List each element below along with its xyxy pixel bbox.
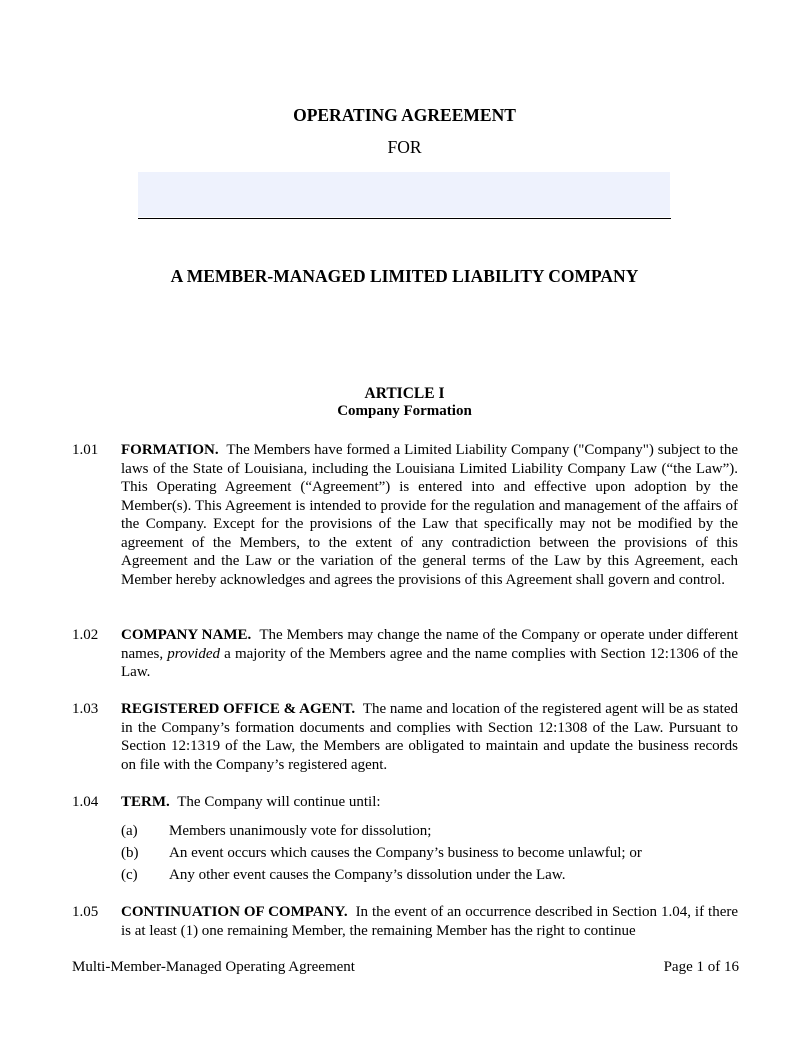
section-number: 1.01: [72, 442, 99, 458]
for-label: FOR: [387, 137, 422, 157]
list-item-text: Any other event causes the Company’s dissolution under the Law.: [169, 867, 566, 883]
list-item-label: (a): [121, 823, 138, 839]
section-1-04: [72, 793, 738, 812]
article-heading: ARTICLE I: [364, 385, 445, 402]
section-heading: CONTINUATION OF COMPANY.: [121, 904, 348, 920]
company-name-field[interactable]: [138, 172, 670, 217]
list-item-label: (b): [121, 845, 139, 861]
section-number: 1.02: [72, 627, 99, 643]
section-text: In the event of an occurrence described in Section 1.04, if there is at least (1) one remaining Member, the remaining Member has the right to continue: [121, 904, 738, 939]
list-item-label: (c): [121, 867, 138, 883]
section-body: [121, 793, 738, 812]
section-1-02: [72, 626, 738, 682]
section-1-01: [72, 441, 738, 589]
section-1-03: [72, 700, 738, 774]
section-1-05: [72, 903, 738, 940]
section-number: 1.05: [72, 904, 99, 920]
section-text: The Members have formed a Limited Liability Company ("Company") subject to the laws of the State of Louisiana, including the Louisiana Limited Liability Company Law (“the Law”). This Operating Agreement (“Agreement”) is entered into and effective upon adoption by the Member(s). This Agreement is intended to provide for the regulation and management of the affairs of the Company. Except for the provisions of the Law that specifically may not be modified by the agreement of the Members, to the extent of any contradiction between the provisions of this Agreement and the Law or the variation of the general terms of the Law by this Agreement, each Member hereby acknowledges and agrees the provisions of this Agreement shall govern and control.: [121, 442, 738, 588]
section-body: [121, 441, 738, 589]
section-text: The name and location of the registered agent will be as stated in the Company’s formation documents and complies with Section 12:1308 of the Law. Pursuant to Section 12:1319 of the Law, the Members are obligated to maintain and update the business records on file with the Company’s registered agent.: [121, 701, 738, 773]
company-name-underline: [138, 218, 671, 219]
list-item-text: An event occurs which causes the Company’s business to become unlawful; or: [169, 845, 642, 861]
section-text: The Members may change the name of the Company or operate under different names,: [121, 627, 739, 662]
section-text-italic: provided: [167, 645, 220, 662]
section-number: 1.04: [72, 794, 99, 810]
section-heading: REGISTERED OFFICE & AGENT.: [121, 701, 356, 717]
document-subtitle: A MEMBER-MANAGED LIMITED LIABILITY COMPANY: [170, 266, 639, 286]
section-heading: COMPANY NAME.: [121, 627, 252, 643]
article-subheading: Company Formation: [337, 403, 472, 419]
footer-document-name: Multi-Member-Managed Operating Agreement: [72, 959, 355, 975]
section-body: [121, 903, 738, 940]
section-heading: FORMATION.: [121, 442, 219, 458]
section-text: a majority of the Members agree and the name complies with Section 12:1306 of the Law.: [121, 645, 738, 680]
section-heading: TERM.: [121, 794, 170, 810]
section-body: [121, 700, 738, 774]
section-body: [121, 626, 738, 682]
section-number: 1.03: [72, 701, 99, 717]
list-item-text: Members unanimously vote for dissolution;: [169, 823, 432, 839]
footer-page-number: Page 1 of 16: [663, 959, 739, 975]
document-title: OPERATING AGREEMENT: [293, 105, 516, 125]
section-text: The Company will continue until:: [177, 794, 381, 810]
